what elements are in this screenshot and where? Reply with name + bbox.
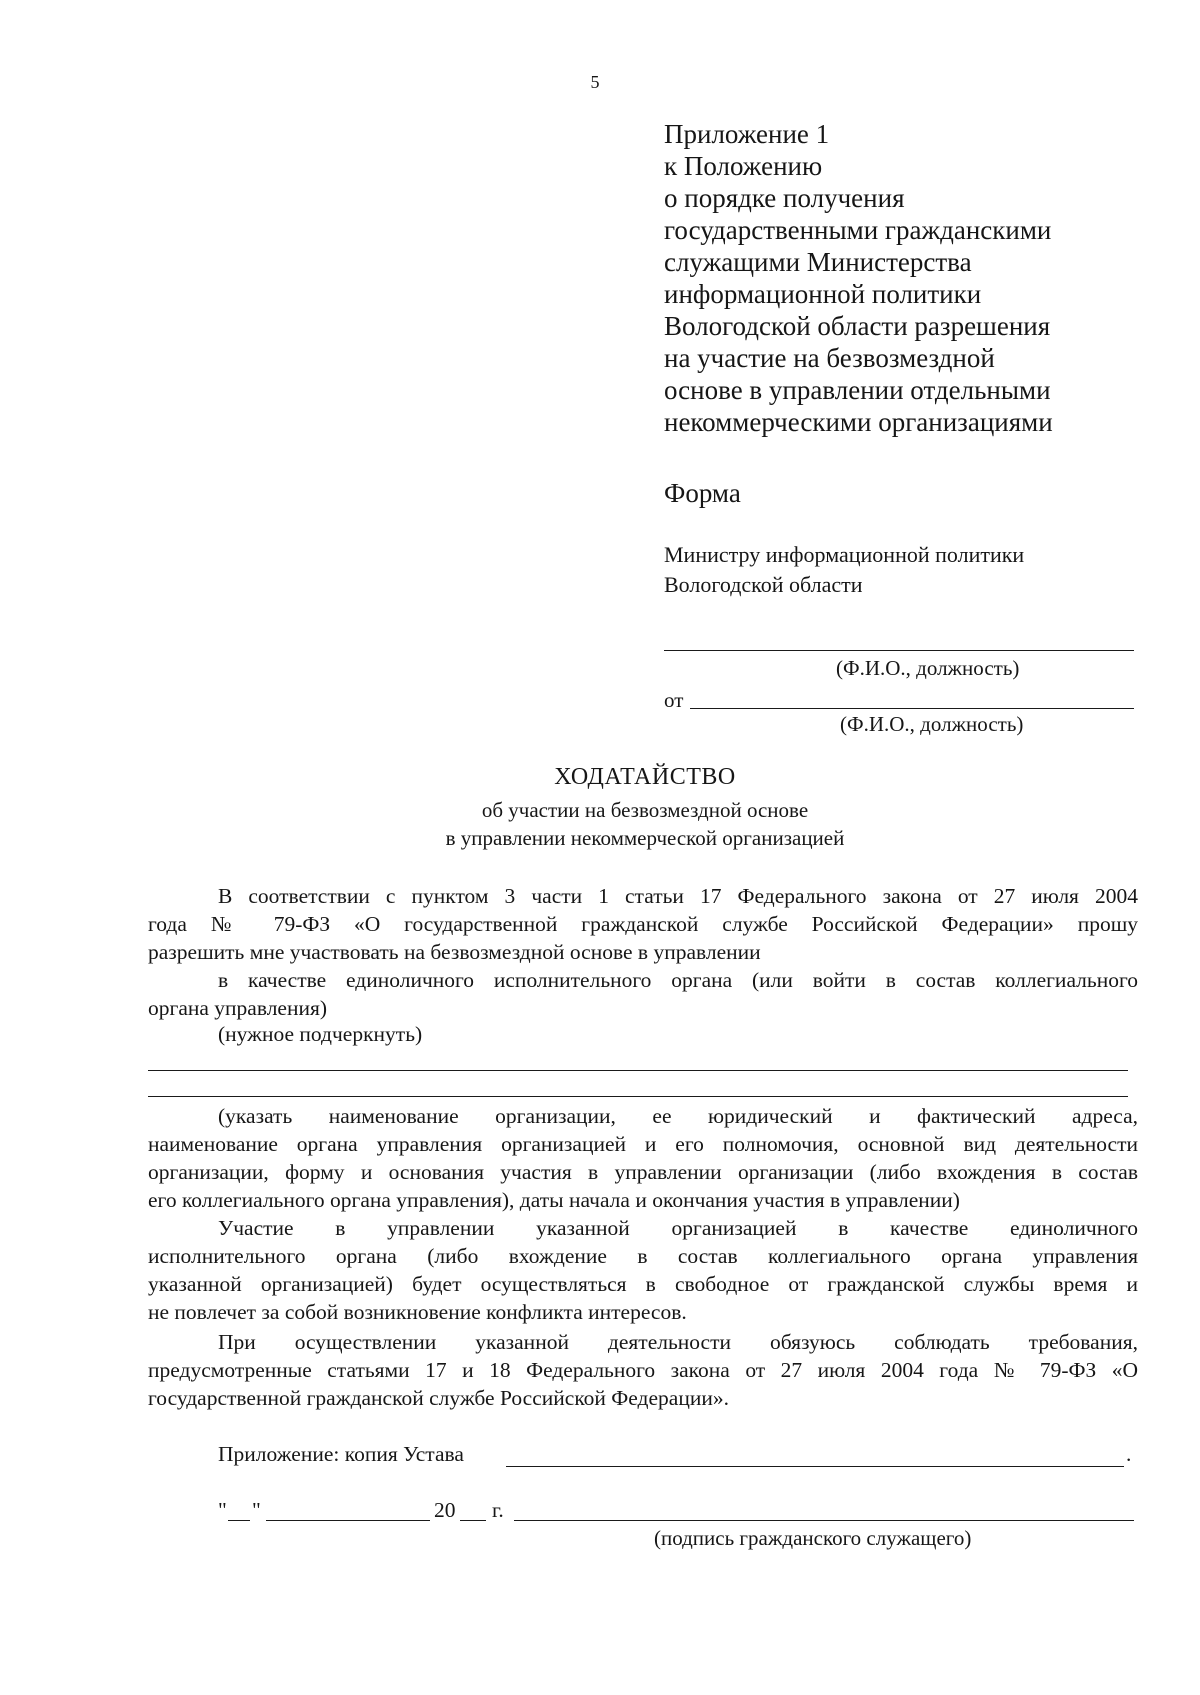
paragraph-line: в качестве единоличного исполнительного органа (или войти в состав коллегиального — [218, 968, 1138, 992]
paragraph-line: его коллегиального органа управления), даты начала и окончания участия в управлении) — [148, 1188, 960, 1212]
date-year-field[interactable] — [460, 1520, 486, 1521]
paragraph-obligation — [148, 1328, 1138, 1412]
appendix-line: служащими Министерства — [664, 247, 972, 277]
paragraph-legal-basis — [148, 882, 1138, 966]
appendix-line: основе в управлении отдельными — [664, 375, 1051, 405]
paragraph-line: В соответствии с пунктом 3 части 1 статьи 17 Федерального закона от 27 июля 2004 — [218, 884, 1138, 908]
date-year-suffix: г. — [492, 1498, 504, 1522]
form-label: Форма — [664, 478, 741, 508]
appendix-header — [664, 118, 1184, 438]
from-prefix: от — [664, 688, 684, 712]
paragraph-role — [148, 966, 1138, 1022]
addressee-caption: (Ф.И.О., должность) — [836, 656, 1020, 680]
organization-field-line-2[interactable] — [148, 1096, 1128, 1097]
appendix-line: государственными гражданскими — [664, 215, 1052, 245]
appendix-line: на участие на безвозмездной — [664, 343, 995, 373]
document-title: ХОДАТАЙСТВО — [554, 764, 736, 790]
paragraph-line: государственной гражданской службе Российской Федерации». — [148, 1386, 729, 1410]
paragraph-line: При осуществлении указанной деятельности обязуюсь соблюдать требования, — [218, 1330, 1138, 1354]
paragraph-line: исполнительного органа (либо вхождение в состав коллегиального органа управления — [148, 1244, 1138, 1268]
paragraph-line: указанной организацией) будет осуществляться в свободное от гражданской службы время и — [148, 1272, 1138, 1296]
underline-note: (нужное подчеркнуть) — [218, 1022, 423, 1046]
sender-name-field[interactable] — [690, 708, 1134, 709]
appendix-line: некоммерческими организациями — [664, 407, 1053, 437]
document-subtitle-line-1: об участии на безвозмездной основе — [481, 798, 809, 822]
attachment-label: Приложение: копия Устава — [218, 1442, 464, 1466]
paragraph-line: организации, форму и основания участия в управлении организации (либо вхождения в состав — [148, 1160, 1138, 1184]
page-number: 5 — [590, 72, 600, 92]
addressee-name-field[interactable] — [664, 650, 1134, 651]
appendix-line: Вологодской области разрешения — [664, 311, 1051, 341]
date-quote-open: " — [218, 1498, 227, 1522]
paragraph-line: (указать наименование организации, ее юридический и фактический адреса, — [218, 1104, 1138, 1128]
paragraph-line: наименование органа управления организацией и его полномочия, основной вид деятельности — [148, 1132, 1138, 1156]
date-quote-close: " — [252, 1498, 261, 1522]
paragraph-conflict — [148, 1214, 1138, 1326]
paragraph-line: органа управления) — [148, 996, 328, 1020]
paragraph-line: предусмотренные статьями 17 и 18 Федерального закона от 27 июля 2004 года № 79-ФЗ «О — [148, 1358, 1138, 1382]
signature-field[interactable] — [514, 1520, 1134, 1521]
organization-field-line-1[interactable] — [148, 1070, 1128, 1071]
document-subtitle-line-2: в управлении некоммерческой организацией — [445, 826, 845, 850]
addressee-line-2: Вологодской области — [664, 572, 863, 597]
date-year-prefix: 20 — [434, 1498, 456, 1522]
addressee-block — [664, 540, 1024, 600]
paragraph-line: года № 79-ФЗ «О государственной гражданской службе Российской Федерации» прошу — [148, 912, 1138, 936]
sender-caption: (Ф.И.О., должность) — [840, 712, 1024, 736]
appendix-line: о порядке получения — [664, 183, 905, 213]
appendix-line: к Положению — [664, 151, 823, 181]
paragraph-line: Участие в управлении указанной организацией в качестве единоличного — [218, 1216, 1138, 1240]
paragraph-line: не повлечет за собой возникновение конфликта интересов. — [148, 1300, 687, 1324]
date-day-field[interactable] — [228, 1520, 250, 1521]
signature-caption: (подпись гражданского служащего) — [654, 1526, 972, 1550]
addressee-line-1: Министру информационной политики — [664, 542, 1025, 567]
appendix-line: информационной политики — [664, 279, 982, 309]
attachment-end-mark: . — [1126, 1442, 1132, 1466]
appendix-line: Приложение 1 — [664, 119, 830, 149]
paragraph-line: разрешить мне участвовать на безвозмездной основе в управлении — [148, 940, 761, 964]
paragraph-organization-hint — [148, 1102, 1138, 1214]
attachment-field[interactable] — [506, 1466, 1124, 1467]
date-month-field[interactable] — [266, 1520, 430, 1521]
